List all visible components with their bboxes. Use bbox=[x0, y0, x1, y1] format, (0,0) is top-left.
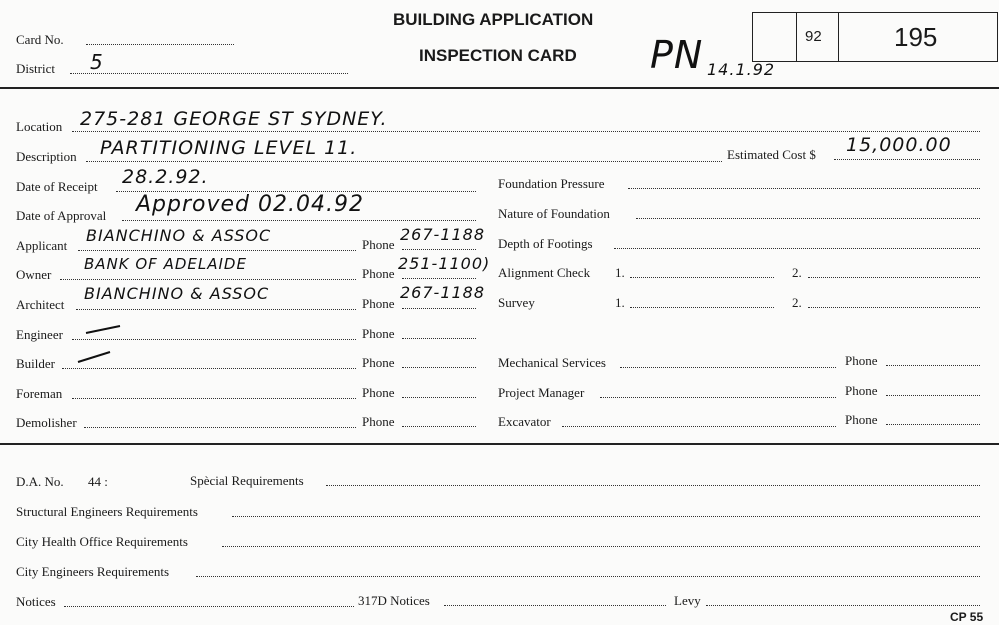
survey-two-line bbox=[808, 307, 980, 308]
builder-phone-line bbox=[402, 367, 476, 368]
special-requirements-line bbox=[326, 485, 980, 486]
architect-phone-line bbox=[402, 308, 476, 309]
excavator-label: Excavator bbox=[498, 414, 551, 429]
depth-footings-label: Depth of Footings bbox=[498, 236, 593, 251]
applicant-phone-label: Phone bbox=[362, 237, 395, 252]
district-label: District bbox=[16, 61, 55, 76]
district-line bbox=[70, 73, 348, 74]
alignment-two-label: 2. bbox=[792, 265, 802, 280]
location-value: 275-281 GEORGE ST SYDNEY. bbox=[80, 108, 388, 130]
notices-317d-line bbox=[444, 605, 666, 606]
foreman-label: Foreman bbox=[16, 386, 63, 401]
foundation-pressure-line bbox=[628, 188, 980, 189]
builder-label: Builder bbox=[16, 356, 55, 371]
owner-phone-line bbox=[402, 278, 476, 279]
builder-line bbox=[62, 368, 356, 369]
health-office-label: City Health Office Requirements bbox=[16, 534, 188, 549]
estimated-cost-label: Estimated Cost $ bbox=[727, 147, 816, 162]
reference-number: 195 bbox=[894, 22, 938, 52]
alignment-two-line bbox=[808, 277, 980, 278]
foreman-phone-line bbox=[402, 397, 476, 398]
reference-box bbox=[752, 12, 998, 62]
reference-year: 92 bbox=[805, 28, 822, 45]
description-label: Description bbox=[16, 149, 77, 164]
levy-label: Levy bbox=[674, 593, 701, 608]
title-line-2: INSPECTION CARD bbox=[419, 46, 577, 65]
survey-two-label: 2. bbox=[792, 295, 802, 310]
engineer-line bbox=[72, 339, 356, 340]
card-no-label: Card No. bbox=[16, 32, 64, 47]
estimated-cost-line bbox=[834, 159, 980, 160]
estimated-cost-value: 15,000.00 bbox=[846, 134, 952, 156]
da-no-value: 44 : bbox=[88, 474, 108, 489]
health-office-line bbox=[222, 546, 980, 547]
owner-phone-label: Phone bbox=[362, 266, 395, 281]
survey-label: Survey bbox=[498, 295, 535, 310]
excavator-phone-label: Phone bbox=[845, 412, 878, 427]
alignment-check-label: Alignment Check bbox=[498, 265, 591, 280]
depth-footings-line bbox=[614, 248, 980, 249]
description-value: PARTITIONING LEVEL 11. bbox=[100, 137, 358, 159]
excavator-line bbox=[562, 426, 836, 427]
project-manager-label: Project Manager bbox=[498, 385, 585, 400]
demolisher-line bbox=[84, 427, 356, 428]
applicant-line bbox=[78, 250, 356, 251]
demolisher-label: Demolisher bbox=[16, 415, 77, 430]
location-line bbox=[72, 131, 980, 132]
owner-phone: 251-1100) bbox=[398, 254, 491, 273]
structural-engineers-label: Structural Engineers Requirements bbox=[16, 504, 198, 519]
header-divider bbox=[0, 87, 999, 89]
district-value: 5 bbox=[90, 50, 104, 74]
foundation-pressure-label: Foundation Pressure bbox=[498, 176, 605, 191]
engineer-phone-line bbox=[402, 338, 476, 339]
title-line-1: BUILDING APPLICATION bbox=[393, 10, 594, 29]
architect-value: BIANCHINO & ASSOC bbox=[84, 284, 270, 303]
notices-317d-label: 317D Notices bbox=[358, 593, 430, 608]
architect-phone: 267-1188 bbox=[400, 283, 486, 302]
foreman-line bbox=[72, 398, 356, 399]
reference-box-divider-2 bbox=[838, 12, 839, 62]
owner-value: BANK OF ADELAIDE bbox=[84, 255, 247, 273]
engineer-dash-mark bbox=[84, 322, 124, 336]
builder-phone-label: Phone bbox=[362, 355, 395, 370]
alignment-one-line bbox=[630, 277, 774, 278]
da-no-label: D.A. No. bbox=[16, 474, 64, 489]
architect-phone-label: Phone bbox=[362, 296, 395, 311]
mechanical-phone-line bbox=[886, 365, 980, 366]
engineer-phone-label: Phone bbox=[362, 326, 395, 341]
card-no-line bbox=[86, 44, 234, 45]
architect-line bbox=[76, 309, 356, 310]
mechanical-services-line bbox=[620, 367, 836, 368]
project-manager-phone-line bbox=[886, 395, 980, 396]
approval-label: Date of Approval bbox=[16, 208, 107, 223]
applicant-label: Applicant bbox=[16, 238, 68, 253]
project-manager-phone-label: Phone bbox=[845, 383, 878, 398]
project-manager-line bbox=[600, 397, 836, 398]
nature-foundation-line bbox=[636, 218, 980, 219]
applicant-phone: 267-1188 bbox=[400, 225, 486, 244]
receipt-value: 28.2.92. bbox=[122, 166, 209, 188]
section-divider bbox=[0, 443, 999, 445]
location-label: Location bbox=[16, 119, 63, 134]
owner-label: Owner bbox=[16, 267, 52, 282]
builder-dash-mark bbox=[76, 349, 116, 365]
structural-engineers-line bbox=[232, 516, 980, 517]
owner-line bbox=[60, 279, 356, 280]
foreman-phone-label: Phone bbox=[362, 385, 395, 400]
mechanical-phone-label: Phone bbox=[845, 353, 878, 368]
applicant-value: BIANCHINO & ASSOC bbox=[86, 226, 272, 245]
notices-label: Notices bbox=[16, 594, 56, 609]
special-requirements-label: Spècial Requirements bbox=[190, 473, 304, 488]
nature-foundation-label: Nature of Foundation bbox=[498, 206, 610, 221]
survey-one-line bbox=[630, 307, 774, 308]
approval-line bbox=[122, 220, 476, 221]
description-line bbox=[86, 161, 722, 162]
demolisher-phone-label: Phone bbox=[362, 414, 395, 429]
city-engineers-label: City Engineers Requirements bbox=[16, 564, 170, 579]
survey-one-label: 1. bbox=[615, 295, 625, 310]
excavator-phone-line bbox=[886, 424, 980, 425]
inspector-initials: PN bbox=[650, 33, 704, 77]
demolisher-phone-line bbox=[402, 426, 476, 427]
mechanical-services-label: Mechanical Services bbox=[498, 355, 606, 370]
levy-line bbox=[706, 605, 980, 606]
form-code: CP 55 bbox=[950, 610, 984, 624]
architect-label: Architect bbox=[16, 297, 65, 312]
engineer-label: Engineer bbox=[16, 327, 63, 342]
reference-box-divider-1 bbox=[796, 12, 797, 62]
initials-date: 14.1.92 bbox=[707, 60, 776, 79]
city-engineers-line bbox=[196, 576, 980, 577]
alignment-one-label: 1. bbox=[615, 265, 625, 280]
receipt-label: Date of Receipt bbox=[16, 179, 98, 194]
approval-value: Approved 02.04.92 bbox=[136, 192, 364, 217]
applicant-phone-line bbox=[402, 249, 476, 250]
notices-line bbox=[64, 606, 354, 607]
